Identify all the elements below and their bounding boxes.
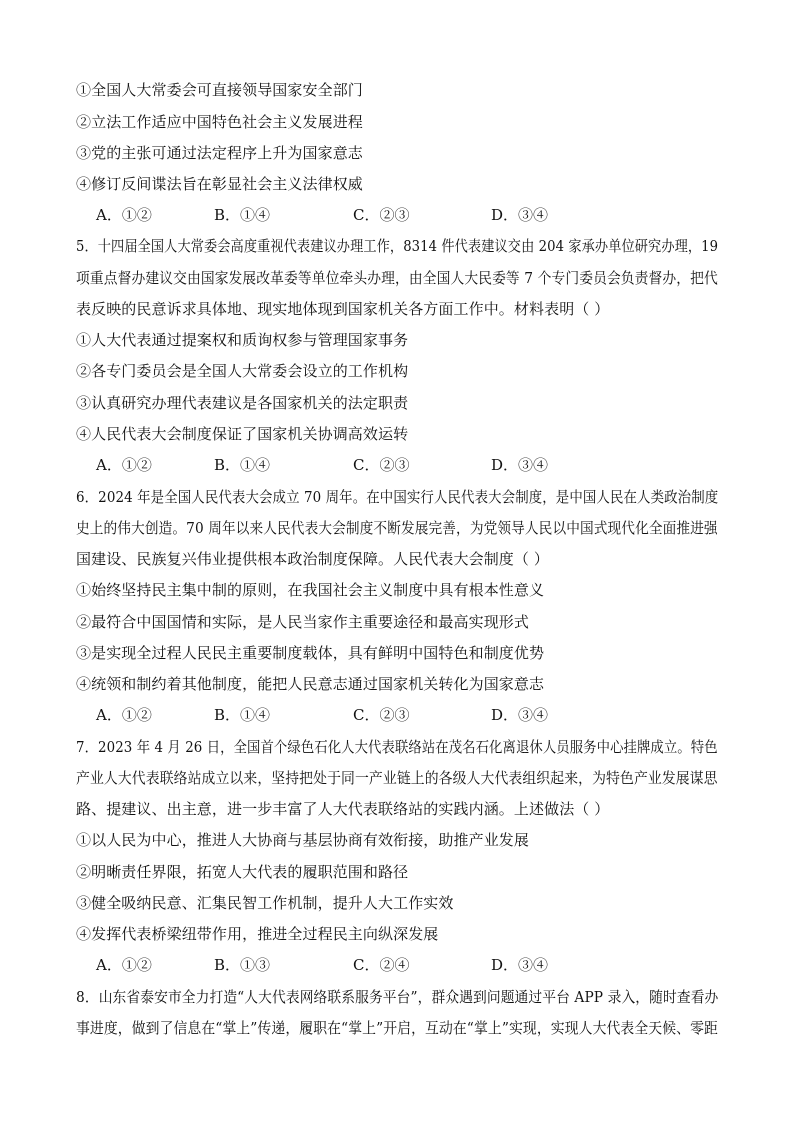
q6-stem-line-3: 国建设、民族复兴伟业提供根本政治制度保障。人民代表大会制度（ ） (76, 550, 549, 568)
q5-stem-line-1: 5．十四届全国人大常委会高度重视代表建议办理工作，8314 件代表建议交由 204 家承办单位研究办理，19 (76, 237, 719, 255)
q5-item-4: ④人民代表大会制度保证了国家机关协调高效运转 (76, 425, 409, 443)
q5-item-3: ③认真研究办理代表建议是各国家机关的法定职责 (76, 394, 409, 412)
q7-item-1: ①以人民为中心，推进人大协商与基层协商有效衔接，助推产业发展 (76, 831, 530, 849)
q7-item-3: ③健全吸纳民意、汇集民智工作机制，提升人大工作实效 (76, 894, 454, 912)
q5-item-2: ②各专门委员会是全国人大常委会设立的工作机构 (76, 362, 409, 380)
q7-option-a[interactable]: A．①② (96, 956, 152, 974)
q5-option-d[interactable]: D．③④ (491, 456, 549, 474)
q6-stem-line-1: 6．2024 年是全国人民代表大会成立 70 周年。在中国实行人民代表大会制度，是中国人民在人类政治制度 (76, 488, 719, 506)
q6-item-3: ③是实现全过程人民民主重要制度载体，具有鲜明中国特色和制度优势 (76, 644, 545, 662)
q7-stem-line-3: 路、提建议、出主意，进一步丰富了人大代表联络站的实践内涵。上述做法（ ） (76, 800, 610, 818)
q7-stem-line-2: 产业人大代表联络站成立以来，坚持把处于同一产业链上的各级人大代表组织起来，为特色产业发展谋思 (76, 769, 718, 787)
q5-item-1: ①人大代表通过提案权和质询权参与管理国家事务 (76, 331, 409, 349)
q4-option-a[interactable]: A．①② (96, 206, 152, 224)
q8-stem-line-2: 事进度，做到了信息在“掌上”传递，履职在“掌上”开启，互动在“掌上”实现，实现人大代表全天候、零距 (76, 1019, 718, 1037)
q7-option-d[interactable]: D．③④ (491, 956, 549, 974)
q7-options (96, 955, 696, 975)
q4-item-1: ①全国人大常委会可直接领导国家安全部门 (76, 81, 363, 99)
q4-option-b[interactable]: B．①④ (214, 206, 271, 224)
q5-stem-line-2: 项重点督办建议交由国家发展改革委等单位牵头办理，由全国人大民委等 7 个专门委员会负责督办，把代 (76, 269, 718, 287)
q5-option-a[interactable]: A．①② (96, 456, 152, 474)
q6-option-d[interactable]: D．③④ (491, 706, 549, 724)
q6-option-a[interactable]: A．①② (96, 706, 152, 724)
q7-stem-line-1: 7．2023 年 4 月 26 日，全国首个绿色石化人大代表联络站在茂名石化离退休人员服务中心挂牌成立。特色 (76, 738, 718, 756)
q7-option-c[interactable]: C．②④ (353, 956, 410, 974)
q5-stem-line-3: 表反映的民意诉求具体地、现实地体现到国家机关各方面工作中。材料表明（ ） (76, 300, 610, 318)
q4-options (96, 205, 696, 225)
q8-stem-line-1: 8．山东省泰安市全力打造“人大代表网络联系服务平台”，群众遇到问题通过平台 APP 录入，随时查看办 (76, 988, 719, 1006)
q4-item-3: ③党的主张可通过法定程序上升为国家意志 (76, 144, 363, 162)
q6-option-c[interactable]: C．②③ (353, 706, 410, 724)
q6-item-2: ②最符合中国国情和实际，是人民当家作主重要途径和最高实现形式 (76, 613, 530, 631)
q5-options (96, 455, 696, 475)
q6-stem-line-2: 史上的伟大创造。70 周年以来人民代表大会制度不断发展完善，为党领导人民以中国式现代化全面推进强 (76, 519, 718, 537)
q5-option-b[interactable]: B．①④ (214, 456, 271, 474)
q5-option-c[interactable]: C．②③ (353, 456, 410, 474)
q6-options (96, 705, 696, 725)
q7-option-b[interactable]: B．①③ (214, 956, 271, 974)
q7-item-4: ④发挥代表桥梁纽带作用，推进全过程民主向纵深发展 (76, 925, 439, 943)
q6-item-1: ①始终坚持民主集中制的原则，在我国社会主义制度中具有根本性意义 (76, 581, 545, 599)
q4-item-4: ④修订反间谍法旨在彰显社会主义法律权威 (76, 175, 363, 193)
q6-option-b[interactable]: B．①④ (214, 706, 271, 724)
q4-item-2: ②立法工作适应中国特色社会主义发展进程 (76, 113, 363, 131)
q4-option-c[interactable]: C．②③ (353, 206, 410, 224)
q7-item-2: ②明晰责任界限，拓宽人大代表的履职范围和路径 (76, 863, 409, 881)
q4-option-d[interactable]: D．③④ (491, 206, 549, 224)
q6-item-4: ④统领和制约着其他制度，能把人民意志通过国家机关转化为国家意志 (76, 675, 545, 693)
